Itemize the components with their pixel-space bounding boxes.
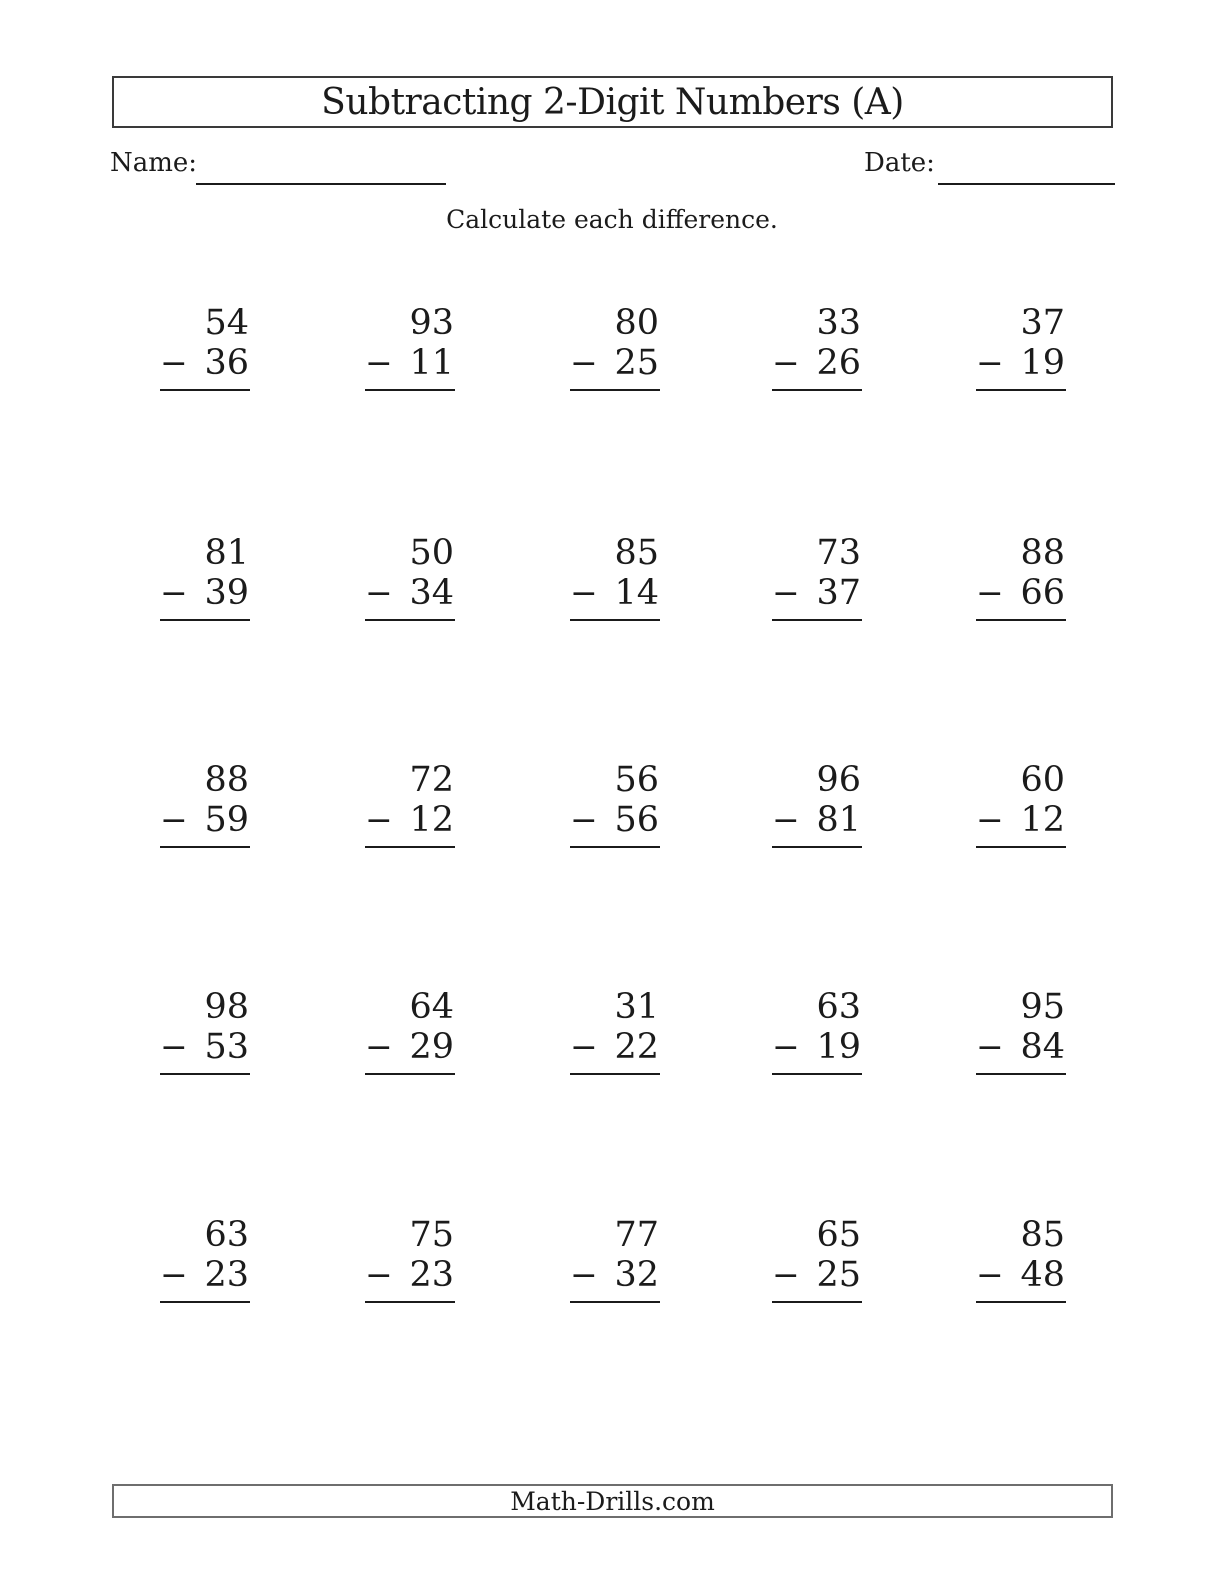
minus-operator: − bbox=[160, 1255, 188, 1294]
subtrahend: 48 bbox=[1020, 1255, 1065, 1295]
minus-operator: − bbox=[976, 573, 1004, 612]
minus-operator: − bbox=[365, 343, 393, 382]
minuend: 88 bbox=[1020, 533, 1065, 573]
subtraction-problem bbox=[976, 1215, 1066, 1303]
footer-box bbox=[112, 1484, 1113, 1518]
subtraction-problem bbox=[570, 303, 660, 391]
subtrahend: 53 bbox=[204, 1027, 249, 1067]
instruction-text: Calculate each difference. bbox=[446, 205, 778, 234]
subtrahend: 23 bbox=[409, 1255, 454, 1295]
subtraction-problem bbox=[976, 987, 1066, 1075]
minuend: 77 bbox=[614, 1215, 659, 1255]
subtrahend: 59 bbox=[204, 800, 249, 840]
minuend: 31 bbox=[614, 987, 659, 1027]
minus-operator: − bbox=[772, 1255, 800, 1294]
date-label: Date: bbox=[864, 148, 935, 178]
subtraction-problem bbox=[976, 303, 1066, 391]
minus-operator: − bbox=[570, 800, 598, 839]
subtraction-problem bbox=[160, 1215, 250, 1303]
minuend: 75 bbox=[409, 1215, 454, 1255]
minuend: 85 bbox=[614, 533, 659, 573]
subtraction-problem bbox=[570, 760, 660, 848]
title-box bbox=[112, 76, 1113, 128]
subtraction-problem bbox=[772, 1215, 862, 1303]
minuend: 98 bbox=[204, 987, 249, 1027]
subtraction-problem bbox=[365, 303, 455, 391]
page-title: Subtracting 2-Digit Numbers (A) bbox=[321, 81, 904, 123]
subtrahend: 84 bbox=[1020, 1027, 1065, 1067]
subtraction-problem bbox=[772, 987, 862, 1075]
minus-operator: − bbox=[772, 343, 800, 382]
subtrahend: 22 bbox=[614, 1027, 659, 1067]
minuend: 93 bbox=[409, 303, 454, 343]
minuend: 85 bbox=[1020, 1215, 1065, 1255]
subtrahend: 66 bbox=[1020, 573, 1065, 613]
minus-operator: − bbox=[365, 800, 393, 839]
minus-operator: − bbox=[160, 800, 188, 839]
subtrahend: 12 bbox=[1020, 800, 1065, 840]
minuend: 63 bbox=[204, 1215, 249, 1255]
name-blank-line bbox=[196, 183, 446, 185]
subtrahend: 23 bbox=[204, 1255, 249, 1295]
subtrahend: 32 bbox=[614, 1255, 659, 1295]
minuend: 64 bbox=[409, 987, 454, 1027]
subtraction-problem bbox=[160, 533, 250, 621]
subtraction-problem bbox=[772, 303, 862, 391]
date-blank-line bbox=[938, 183, 1115, 185]
subtrahend: 81 bbox=[816, 800, 861, 840]
subtraction-problem bbox=[772, 533, 862, 621]
minuend: 50 bbox=[409, 533, 454, 573]
subtrahend: 11 bbox=[409, 343, 454, 383]
minus-operator: − bbox=[772, 1027, 800, 1066]
subtrahend: 19 bbox=[816, 1027, 861, 1067]
minus-operator: − bbox=[772, 800, 800, 839]
minus-operator: − bbox=[976, 343, 1004, 382]
subtraction-problem bbox=[570, 987, 660, 1075]
minus-operator: − bbox=[365, 1255, 393, 1294]
minuend: 96 bbox=[816, 760, 861, 800]
footer-site-name: Math-Drills.com bbox=[510, 1486, 715, 1516]
minuend: 95 bbox=[1020, 987, 1065, 1027]
minus-operator: − bbox=[160, 1027, 188, 1066]
minus-operator: − bbox=[160, 343, 188, 382]
subtraction-problem bbox=[160, 303, 250, 391]
minus-operator: − bbox=[160, 573, 188, 612]
minuend: 33 bbox=[816, 303, 861, 343]
subtrahend: 29 bbox=[409, 1027, 454, 1067]
minuend: 37 bbox=[1020, 303, 1065, 343]
minuend: 65 bbox=[816, 1215, 861, 1255]
minus-operator: − bbox=[976, 1027, 1004, 1066]
minus-operator: − bbox=[570, 343, 598, 382]
minus-operator: − bbox=[570, 1255, 598, 1294]
minus-operator: − bbox=[772, 573, 800, 612]
subtraction-problem bbox=[365, 1215, 455, 1303]
subtraction-problem bbox=[365, 533, 455, 621]
minuend: 73 bbox=[816, 533, 861, 573]
subtrahend: 14 bbox=[614, 573, 659, 613]
subtrahend: 12 bbox=[409, 800, 454, 840]
subtraction-problem bbox=[365, 987, 455, 1075]
subtrahend: 25 bbox=[816, 1255, 861, 1295]
minuend: 81 bbox=[204, 533, 249, 573]
minus-operator: − bbox=[570, 1027, 598, 1066]
subtraction-problem bbox=[570, 1215, 660, 1303]
minuend: 72 bbox=[409, 760, 454, 800]
subtraction-problem bbox=[570, 533, 660, 621]
subtrahend: 39 bbox=[204, 573, 249, 613]
subtraction-problem bbox=[976, 760, 1066, 848]
subtrahend: 37 bbox=[816, 573, 861, 613]
minuend: 56 bbox=[614, 760, 659, 800]
subtrahend: 25 bbox=[614, 343, 659, 383]
minuend: 63 bbox=[816, 987, 861, 1027]
minus-operator: − bbox=[976, 800, 1004, 839]
minuend: 88 bbox=[204, 760, 249, 800]
subtraction-problem bbox=[160, 987, 250, 1075]
subtrahend: 56 bbox=[614, 800, 659, 840]
minus-operator: − bbox=[365, 573, 393, 612]
minuend: 60 bbox=[1020, 760, 1065, 800]
minus-operator: − bbox=[976, 1255, 1004, 1294]
name-label: Name: bbox=[110, 148, 198, 178]
subtraction-problem bbox=[365, 760, 455, 848]
minus-operator: − bbox=[365, 1027, 393, 1066]
subtraction-problem bbox=[160, 760, 250, 848]
subtraction-problem bbox=[772, 760, 862, 848]
minuend: 80 bbox=[614, 303, 659, 343]
subtraction-problem bbox=[976, 533, 1066, 621]
subtrahend: 36 bbox=[204, 343, 249, 383]
subtrahend: 26 bbox=[816, 343, 861, 383]
subtrahend: 19 bbox=[1020, 343, 1065, 383]
subtrahend: 34 bbox=[409, 573, 454, 613]
minuend: 54 bbox=[204, 303, 249, 343]
minus-operator: − bbox=[570, 573, 598, 612]
